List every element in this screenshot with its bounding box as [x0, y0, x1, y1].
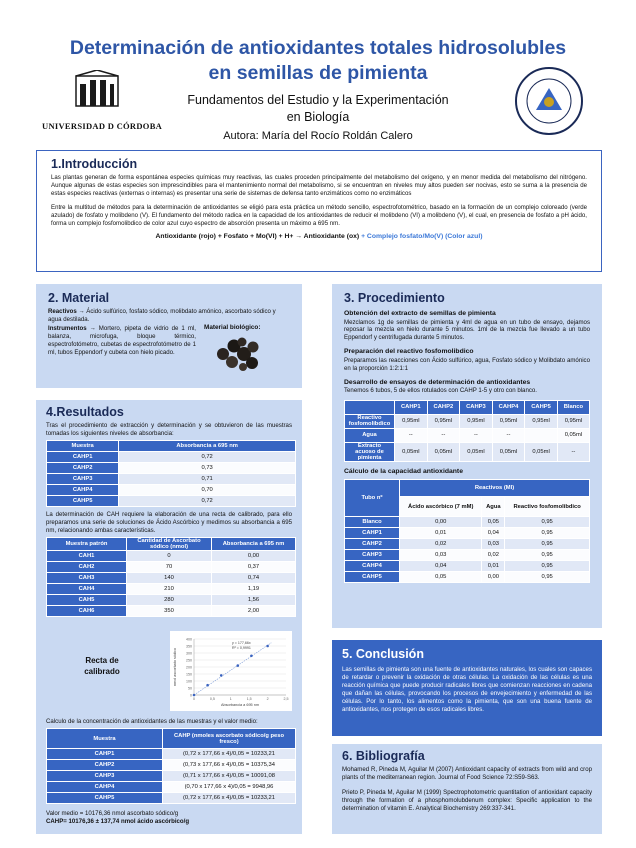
- table-cell: CAHP2: [345, 539, 400, 550]
- table-cell: 210: [127, 583, 212, 594]
- table-cell: CAH5: [47, 594, 127, 605]
- table-cell: CAH3: [47, 572, 127, 583]
- x-tick-label: 0: [193, 697, 195, 701]
- table-row: [345, 550, 590, 561]
- table-cell: 0,00: [482, 572, 505, 583]
- table-row: [345, 517, 590, 528]
- table-cell: 0,01: [482, 561, 505, 572]
- table-cell: 0,73: [119, 462, 296, 473]
- table-cell: CAH2: [47, 561, 127, 572]
- recta-label-line-2: calibrado: [84, 667, 120, 676]
- bibliography-heading: 6. Bibliografía: [342, 749, 425, 763]
- table-cell: 0,04: [482, 528, 505, 539]
- procedure-step-2-title: Preparación del reactivo fosfomolibdico: [344, 348, 474, 356]
- subtitle-line-2: en Biología: [286, 110, 350, 124]
- calibration-chart: [170, 631, 292, 711]
- table-cell: (0,70 x 177,66 x 4)/0,05 = 9948,96: [163, 782, 296, 793]
- table-row: [47, 451, 296, 462]
- calibration-table: [46, 537, 296, 617]
- column-header: Muestra patrón: [47, 537, 127, 550]
- recta-label-line-1: Recta de: [85, 656, 119, 665]
- final-result: CAHP= 10176,36 ± 137,74 nmol ácido ascórbico/g: [46, 818, 190, 825]
- procedure-step-3-text: Tenemos 6 tubos, 5 de ellos rotulados con CAHP 1-5 y otro con blanco.: [344, 387, 537, 395]
- table-row: [47, 760, 296, 771]
- procedure-step-1-text: Mezclamos 1g de semillas de pimienta y 4ml de agua en un tubo de ensayo, dejamos reposar la mezcla en hielo durante 5 minutos. 1ml de la mezcla fue llevado a un tubo Eppendorf y centrifugada durante 5 minutos.: [344, 318, 590, 342]
- instrumentos-label: Instrumentos →: [48, 324, 96, 332]
- table-cell: CAHP1: [47, 749, 163, 760]
- table-cell: 0,95ml: [427, 414, 460, 428]
- table-cell: CAHP2: [47, 462, 119, 473]
- table-cell: CAHP3: [345, 550, 400, 561]
- column-subheader: Agua: [482, 497, 505, 517]
- table-header-row: [47, 440, 296, 451]
- table-cell: CAHP2: [47, 760, 163, 771]
- table-row: [47, 771, 296, 782]
- table-cell: 0,02: [400, 539, 482, 550]
- introduction-heading: 1.Introducción: [51, 157, 138, 171]
- poster-author: Autora: María del Rocío Roldán Calero: [223, 130, 413, 142]
- table-cell: CAHP5: [47, 495, 119, 506]
- table-cell: CAHP5: [47, 793, 163, 804]
- data-point: [220, 674, 223, 677]
- equation-black: Antioxidante (rojo) + Fosfato + Mo(VI) + H+ → Antioxidante (ox): [155, 233, 360, 241]
- table-cell: 0,00: [212, 550, 296, 561]
- table-cell: 0: [127, 550, 212, 561]
- table-cell: 1,19: [212, 583, 296, 594]
- title-line-2: en semillas de pimienta: [208, 62, 428, 84]
- tubes-table: [344, 400, 590, 462]
- table-cell: 0,05: [400, 572, 482, 583]
- table-row: [47, 473, 296, 484]
- table-cell: CAH6: [47, 605, 127, 616]
- y-tick-label: 50: [188, 686, 192, 691]
- column-header: CAHP5: [525, 400, 558, 414]
- trendline-equation: y = 177,66x: [232, 641, 251, 645]
- table-cell: 0,95: [505, 561, 590, 572]
- bibliography-section: [332, 744, 602, 834]
- column-header: CAHP4: [492, 400, 525, 414]
- calibration-chart-label: [66, 655, 138, 677]
- material-section: [36, 284, 302, 388]
- y-tick-label: 250: [186, 658, 192, 663]
- table-cell: 0,74: [212, 572, 296, 583]
- results-paragraph-3: Calculo de la concentración de antioxidantes de las muestras y el valor medio:: [46, 718, 258, 725]
- r-squared-label: R² = 0,9991: [232, 646, 251, 650]
- column-header: Muestra: [47, 729, 163, 749]
- table-row: [47, 462, 296, 473]
- conclusion-section: [332, 640, 602, 736]
- procedure-step-3-title: Desarrollo de ensayos de determinación de antioxidantes: [344, 378, 531, 386]
- procedure-step-2-text: Preparamos las reacciones con Ácido sulfúrico, agua, Fosfato sódico y Molibdato amónico en la proporción 1:2:1:1: [344, 356, 590, 372]
- table-cell: 0,05ml: [460, 442, 493, 461]
- column-header: Reactivos (Ml): [400, 480, 590, 497]
- material-heading: 2. Material: [48, 291, 110, 305]
- table-header-row: [47, 729, 296, 749]
- table-header-row: [47, 537, 296, 550]
- data-point: [266, 645, 269, 648]
- table-cell: CAHP3: [47, 473, 119, 484]
- table-row: [345, 572, 590, 583]
- column-header: Absorbancia a 695 nm: [119, 440, 296, 451]
- y-tick-label: 350: [186, 644, 192, 649]
- column-header: Muestra: [47, 440, 119, 451]
- column-header: CAHP3: [460, 400, 493, 414]
- table-cell: 2,00: [212, 605, 296, 616]
- results-section: [36, 400, 302, 834]
- table-cell: CAH1: [47, 550, 127, 561]
- column-subheader: Ácido ascórbico (7 mM): [400, 497, 482, 517]
- reactivos-text: [48, 308, 290, 324]
- conclusion-text: Las semillas de pimienta son una fuente de antioxidantes naturales, los cuales son capaces de retardar o prevenir la oxidación de otras células. La oxidación de las células es una reacción química que puede producir radicales libres que comienzan reacciones en cadena que dañan las células, provocando los procesos de envejecimiento y enfermedad de las células. Por lo tanto, los alimentos como la pimienta, que son una buena fuente de antioxidantes, nos protegen de esos radicales libres.: [342, 666, 592, 713]
- peppercorns-image: [214, 336, 262, 372]
- table-row: [345, 561, 590, 572]
- column-header: Blanco: [557, 400, 589, 414]
- table-cell: --: [492, 428, 525, 442]
- column-header: Tubo nº: [345, 480, 400, 517]
- table-header-row: [345, 480, 590, 497]
- column-subheader: Reactivo fosfomolibdico: [505, 497, 590, 517]
- instrumentos-value: Mortero, pipeta de vidrio de 1 ml, balanza, microfuga, bloque térmico, espectrofotómetro, cubetas de espectrofotómetro de 1 ml, tubos Eppendorf y cubeta con hielo picado.: [48, 324, 196, 356]
- equation-blue: + Complejo fosfato/Mo(V) (Color azul): [361, 233, 483, 241]
- table-cell: 0,95: [505, 539, 590, 550]
- table-cell: 0,95ml: [492, 414, 525, 428]
- table-row: [47, 484, 296, 495]
- y-tick-label: 100: [186, 679, 192, 684]
- table-row: [47, 594, 296, 605]
- procedure-step-1-title: Obtención del extracto de semillas de pimienta: [344, 310, 496, 317]
- introduction-paragraph-2: Entre la multitud de métodos para la determinación de antioxidantes se eligió para esta práctica un método sencillo, espectrofotométrico, basado en la formación de un complejo coloreado (verde azulado) de fosfato y molibdeno (V). El fundamento del método radica en la capacidad de los antioxidantes de reducir el molibdeno (VI) a molibdeno (V), el cual, en presencia de fosfato a pH ácido, forma un complejo fosfomolibdico de color azul cuyo espectro de absorción presenta un máximo a 695 nm.: [51, 203, 587, 227]
- table-cell: 1,56: [212, 594, 296, 605]
- introduction-paragraph-1: Las plantas generan de forma espontánea especies químicas muy reactivas, las cuales proceden principalmente del metabolismo del oxígeno, y en menor medida del metabolismo del nitrógeno. Aunque algunas de estas especies son imprescindibles para el mantenimiento normal del metabolismo, si se encuentran en niveles muy altos pueden ser nocivas, esto se suma a la presencia de estas especies reactivas (externas o internas) es presentar una serie de sistemas de defensa tanto enzimáticos como no enzimáticos: [51, 174, 587, 197]
- data-point: [236, 664, 239, 667]
- table-cell: CAH4: [47, 583, 127, 594]
- university-name: UNIVERSIDAD D CÓRDOBA: [42, 121, 163, 131]
- material-biologico-label: Material biológico:: [204, 324, 261, 331]
- mean-value: Valor medio = 10176,36 nmol ascorbato sódico/g: [46, 810, 179, 817]
- table-cell: 0,72: [119, 451, 296, 462]
- table-cell: 0,95: [505, 517, 590, 528]
- table-cell: --: [395, 428, 428, 442]
- data-point: [193, 694, 196, 697]
- procedure-step-4-title: Cálculo de la capacidad antioxidante: [344, 467, 463, 475]
- table-cell: 0,95ml: [557, 414, 589, 428]
- table-row: [47, 495, 296, 506]
- y-tick-label: 150: [186, 672, 192, 677]
- procedure-section: [332, 284, 602, 628]
- x-tick-label: 2,5: [283, 697, 289, 701]
- table-cell: CAHP4: [47, 782, 163, 793]
- table-cell: CAHP4: [345, 561, 400, 572]
- x-tick-label: 1,5: [246, 697, 252, 701]
- conclusion-heading: 5. Conclusión: [342, 647, 424, 661]
- table-row: [47, 749, 296, 760]
- column-header: Absorbancia a 695 nm: [212, 537, 296, 550]
- table-cell: Extracto acuoso de pimienta: [345, 442, 395, 461]
- x-tick-label: 0,5: [209, 697, 215, 701]
- faculty-seal-icon: [508, 66, 590, 136]
- absorbance-table: [46, 440, 296, 507]
- capacity-table: [344, 479, 590, 583]
- table-cell: 0,01: [400, 528, 482, 539]
- table-cell: 0,02: [482, 550, 505, 561]
- table-cell: 0,95: [505, 550, 590, 561]
- table-row: [47, 561, 296, 572]
- table-cell: 0,05ml: [427, 442, 460, 461]
- table-cell: 0,37: [212, 561, 296, 572]
- table-cell: 0,95: [505, 572, 590, 583]
- table-cell: 0,05ml: [557, 428, 589, 442]
- reference-1: Mohamed R, Pineda M, Aguilar M (2007) Antioxidant capacity of extracts from wild and crop plants of the mediterranean region. Journal of Food Science 72:S59-S63.: [342, 766, 592, 781]
- table-row: [47, 605, 296, 616]
- table-cell: 0,72: [119, 495, 296, 506]
- table-cell: 0,03: [482, 539, 505, 550]
- table-cell: (0,71 x 177,66 x 4)/0,05 = 10091,08: [163, 771, 296, 782]
- table-cell: Reactivo fosfomolibdico: [345, 414, 395, 428]
- instrumentos-text: [48, 325, 196, 357]
- table-cell: --: [460, 428, 493, 442]
- table-row: [47, 572, 296, 583]
- subtitle-line-1: Fundamentos del Estudio y la Experimentación: [187, 93, 449, 107]
- table-cell: Blanco: [345, 517, 400, 528]
- table-row: [345, 414, 590, 428]
- table-cell: (0,72 x 177,66 x 4)/0,05 = 10233,21: [163, 793, 296, 804]
- table-cell: Agua: [345, 428, 395, 442]
- table-cell: CAHP3: [47, 771, 163, 782]
- table-cell: 0,05ml: [525, 442, 558, 461]
- faculty-seal-text: [508, 66, 509, 67]
- reactivos-value: Ácido sulfúrico, fosfato sódico, molibdato amónico, ascorbato sódico y agua destilada.: [48, 308, 276, 323]
- table-row: [47, 583, 296, 594]
- table-cell: 140: [127, 572, 212, 583]
- table-cell: 280: [127, 594, 212, 605]
- x-axis-label: Absorbancia a 695 nm: [221, 703, 259, 707]
- table-cell: CAHP4: [47, 484, 119, 495]
- table-cell: CAHP1: [47, 451, 119, 462]
- x-tick-label: 2: [266, 697, 269, 701]
- data-point: [250, 655, 253, 658]
- results-heading: 4.Resultados: [46, 405, 124, 419]
- table-cell: 70: [127, 561, 212, 572]
- title-line-1: Determinación de antioxidantes totales hidrosolubles: [69, 37, 567, 59]
- table-cell: CAHP1: [345, 528, 400, 539]
- table-row: [345, 442, 590, 461]
- reference-2: Prieto P, Pineda M, Aguilar M (1999) Spectrophotometric quantitation of antioxidant capacity through the formation of a phosphomolubdenum complex: Specific application to the determination of vitamin E. Analytical Biochemistry 269:337-341.: [342, 788, 592, 812]
- table-cell: 0,05: [482, 517, 505, 528]
- column-header: Cantidad de Ascorbato sódico (nmol): [127, 537, 212, 550]
- table-header-row: [345, 400, 590, 414]
- poster-subtitle: [160, 92, 476, 126]
- table-cell: CAHP5: [345, 572, 400, 583]
- table-cell: 0,03: [400, 550, 482, 561]
- table-cell: 0,71: [119, 473, 296, 484]
- procedure-heading: 3. Procedimiento: [344, 291, 445, 305]
- x-tick-label: 1: [229, 697, 232, 701]
- faculty-seal: [508, 66, 590, 136]
- table-cell: 0,95ml: [395, 414, 428, 428]
- introduction-section: [36, 150, 602, 272]
- table-cell: 0,04: [400, 561, 482, 572]
- table-cell: 0,95ml: [460, 414, 493, 428]
- table-cell: (0,72 x 177,66 x 4)/0,05 = 10233,21: [163, 749, 296, 760]
- table-cell: 0,00: [400, 517, 482, 528]
- reaction-equation: [51, 233, 587, 240]
- data-point: [206, 684, 209, 687]
- table-row: [345, 539, 590, 550]
- y-tick-label: 300: [186, 651, 192, 656]
- table-row: [47, 793, 296, 804]
- column-header: CAHP1: [395, 400, 428, 414]
- results-paragraph-1: Tras el procedimiento de extracción y determinación y se obtuvieron de las muestras tomadas los siguientes niveles de absorbancia:: [46, 422, 292, 437]
- column-header: [345, 400, 395, 414]
- table-row: [345, 428, 590, 442]
- table-row: [47, 550, 296, 561]
- y-axis-label: nmol ascorbato sódico: [173, 648, 177, 686]
- table-cell: (0,73 x 177,66 x 4)/0,05 = 10375,34: [163, 760, 296, 771]
- table-row: [47, 782, 296, 793]
- results-paragraph-2: La determinación de CAH requiere la elaboración de una recta de calibrado, para ello preparamos una serie de soluciones de Ácido Ascórbico y medimos su absorbancia a 695 nm, relacionando ambas características.: [46, 510, 292, 534]
- table-cell: [525, 428, 558, 442]
- table-cell: 0,05ml: [492, 442, 525, 461]
- column-header: CAHP (nmoles ascorbato sódico/g peso fresco): [163, 729, 296, 749]
- column-header: CAHP2: [427, 400, 460, 414]
- y-tick-label: 0: [190, 693, 192, 698]
- trendline: [194, 643, 271, 695]
- table-cell: 0,95: [505, 528, 590, 539]
- table-cell: 0,70: [119, 484, 296, 495]
- y-tick-label: 400: [186, 637, 192, 642]
- table-row: [345, 528, 590, 539]
- table-cell: --: [427, 428, 460, 442]
- table-cell: 350: [127, 605, 212, 616]
- reactivos-label: Reactivos →: [48, 308, 85, 315]
- concentration-table: [46, 728, 296, 804]
- table-cell: --: [557, 442, 589, 461]
- y-tick-label: 200: [186, 665, 192, 670]
- table-cell: 0,05ml: [395, 442, 428, 461]
- table-cell: 0,95ml: [525, 414, 558, 428]
